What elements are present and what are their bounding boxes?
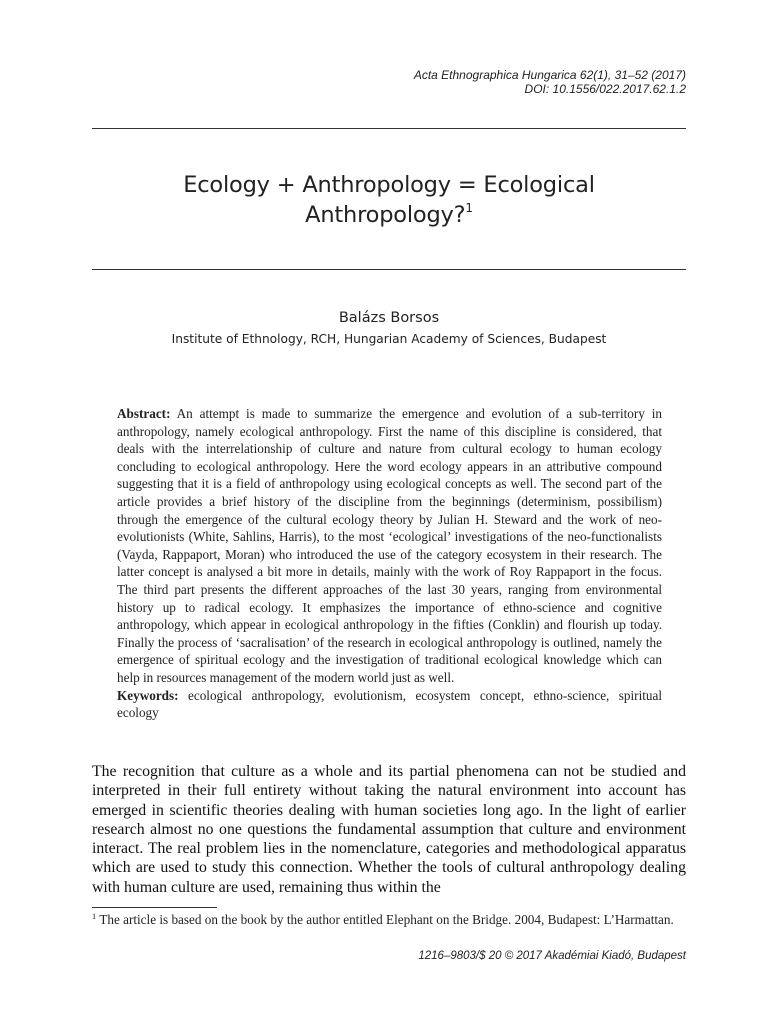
title-line-2: [92, 200, 686, 230]
title-divider: [92, 269, 686, 270]
abstract-label: Abstract:: [117, 406, 171, 421]
doi: DOI: 10.1556/022.2017.62.1.2: [524, 82, 686, 96]
keywords-paragraph: [117, 687, 662, 722]
author-affiliation: Institute of Ethnology, RCH, Hungarian Academy of Sciences, Budapest: [171, 332, 607, 346]
footnote-mark: 1: [92, 911, 97, 921]
article-title: [92, 170, 686, 230]
copyright-footer: 1216–9803/$ 20 © 2017 Akadémiai Kiadó, Budapest: [418, 950, 686, 962]
keywords-text: ecological anthropology, evolutionism, ecosystem concept, ethno-science, spiritual ecology: [117, 687, 663, 721]
body-text: [92, 762, 686, 897]
abstract-paragraph: [117, 405, 662, 687]
author-name: Balázs Borsos: [338, 310, 440, 326]
title-line-2-text: Anthropology?: [305, 202, 466, 228]
keywords-label: Keywords:: [117, 687, 179, 703]
body-paragraph: The recognition that culture as a whole and its partial phenomena can not be studied and interpreted in their full entirety without taking the natural environment into account has emerged in scientific theories dealing with human societies long ago. In the light of earlier research almost no one questions the fundamental assumption that culture and environment interact. The real problem lies in the nomenclature, categories and methodological apparatus which are used to study this connection. Whether the tools of cultural anthropology dealing with human culture are used, remaining thus within the: [92, 763, 686, 896]
top-divider: [92, 128, 686, 129]
footnote-text: The article is based on the book by the author entitled Elephant on the Bridge. 2004, Budapest: L’Harmattan.: [99, 912, 674, 927]
journal-header: [414, 68, 686, 96]
title-line-1: Ecology + Anthropology = Ecological: [183, 172, 595, 198]
footnote: [92, 912, 686, 929]
footnote-divider: [92, 907, 217, 908]
title-footnote-mark[interactable]: 1: [465, 201, 473, 215]
abstract-section: [117, 405, 662, 722]
abstract-text: An attempt is made to summarize the emergence and evolution of a sub-territory in anthropology, namely ecological anthropology. First the name of this discipline is considered, that deals with the interrelationship of culture and nature from cultural ecology to human ecology concluding to ecological anthropology. Here the word ecology appears in an attributive compound suggesting that it is a field of anthropology using ecological concepts as well. The second part of the article provides a brief history of the discipline from the beginnings (determinism, possibilism) through the emergence of the cultural ecology theory by Julian H. Steward and the work of neo-evolutionists (White, Sahlins, Harris), to the most ‘ecological’ investigations of the neo-functionalists (Vayda, Rappaport, Moran) who introduced the use of the category ecosystem in their research. The latter concept is analysed a bit more in details, mainly with the work of Roy Rappaport in the focus. The third part presents the different approaches of the last 30 years, ranging from environmental history up to radical ecology. It emphasizes the importance of ethno-science and cognitive anthropology, which appear in ecological anthropology in the fifties (Conklin) and flourish up today. Finally the process of ‘sacralisation’ of the research in ecological anthropology is outlined, namely the emergence of spiritual ecology and the investigation of traditional ecological knowledge which can help in resources management of the modern world just as well.: [117, 406, 662, 685]
journal-reference: Acta Ethnographica Hungarica 62(1), 31–52 (2017): [413, 68, 686, 82]
